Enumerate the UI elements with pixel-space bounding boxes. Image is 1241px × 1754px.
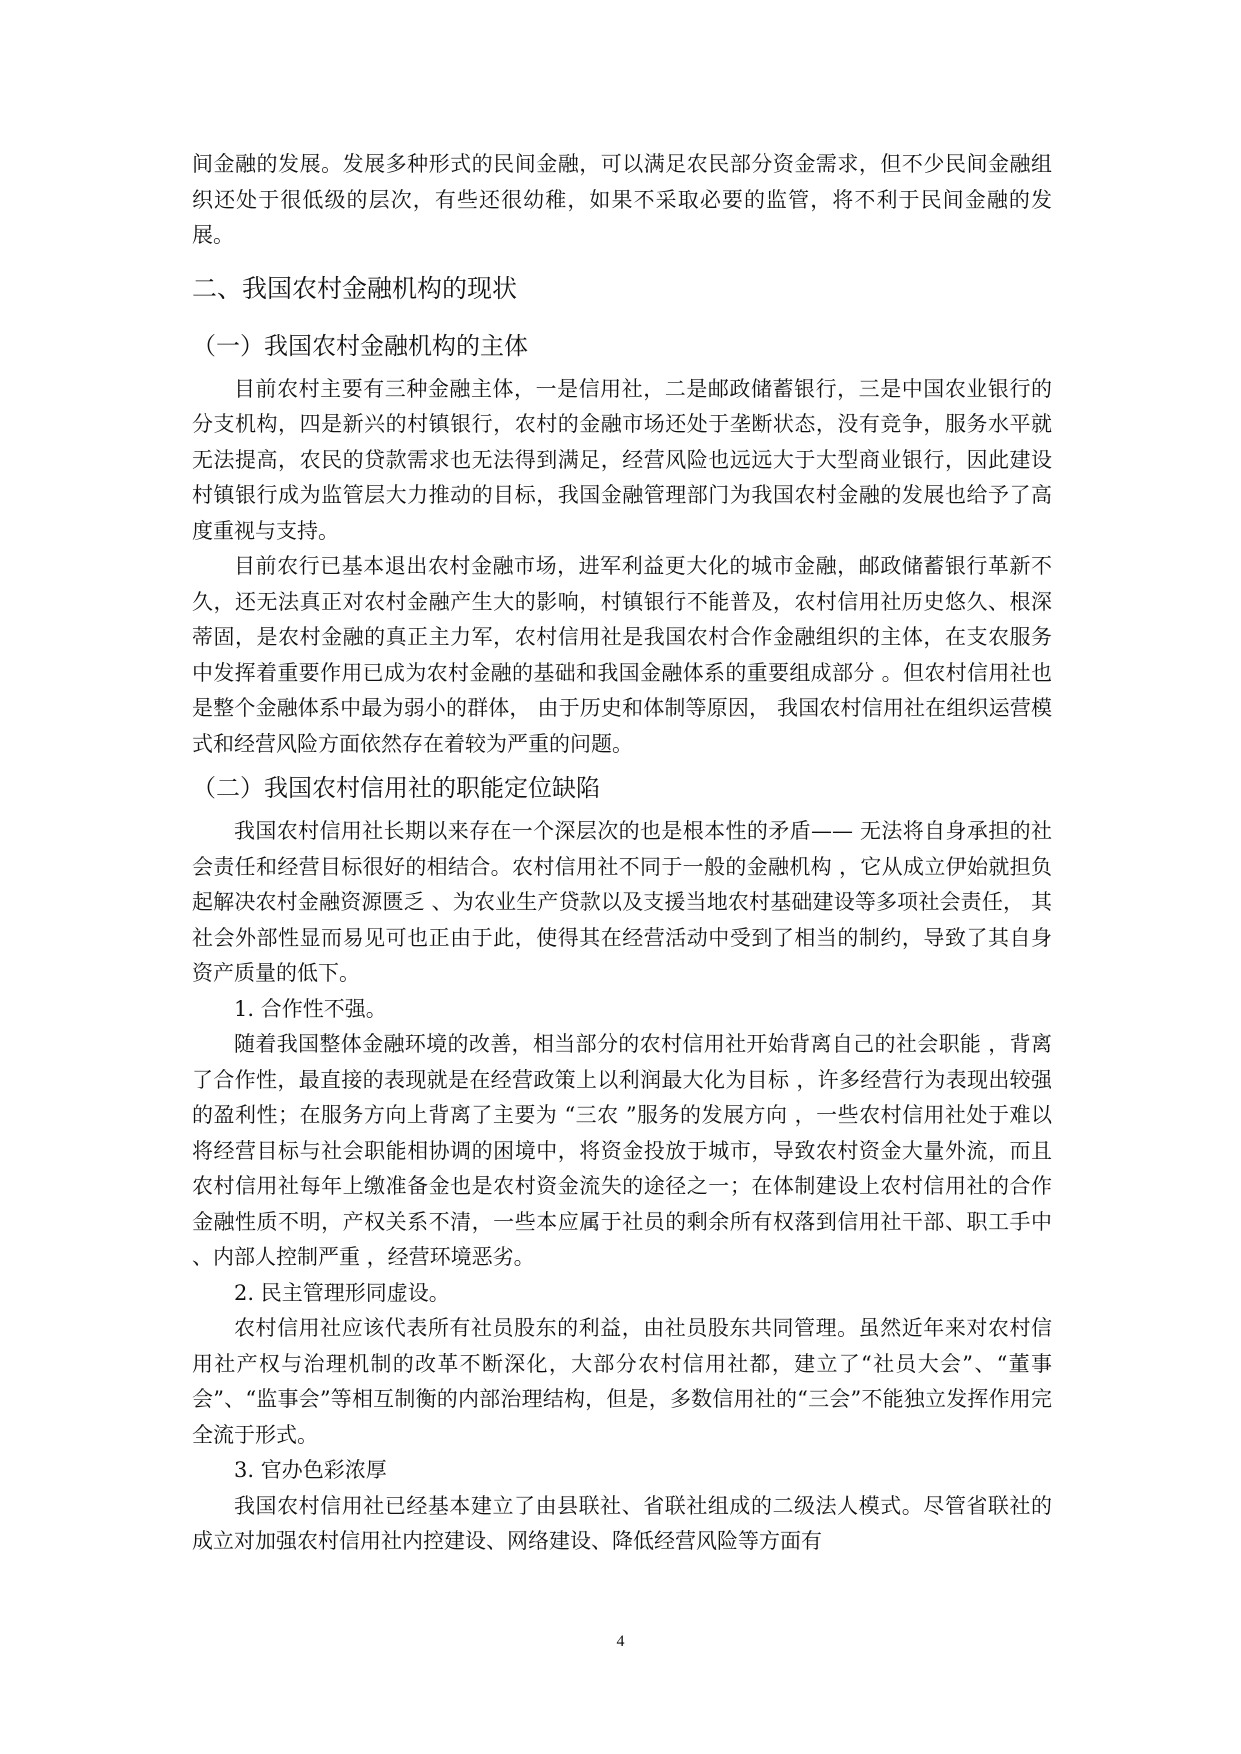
page-number: 4 xyxy=(616,1633,625,1650)
paragraph: 随着我国整体金融环境的改善，相当部分的农村信用社开始背离自己的社会职能 ，背离了合作性，最直接的表现就是在经营政策上以利润最大化为目标 ，许多经营行为表现出较强的盈利性；在服务方向上背离了主要为 “三农 ”服务的发展方向 ，一些农村信用社处于难以将经营目标与社会职能相协调的困境中，将资金投放于城市，导致农村资金大量外流，而且农村信用社每年上缴准备金也是农村资金流失的途径之一；在体制建设上农村信用社的合作金融性质不明，产权关系不清，一些本应属于社员的剩余所有权落到信用社干部、职工手中 、内部人控制严重 ，经营环境恶劣。 xyxy=(192,1032,1052,1269)
paragraph-intro: 间金融的发展。发展多种形式的民间金融，可以满足农民部分资金需求，但不少民间金融组织还处于很低级的层次，有些还很幼稚，如果不采取必要的监管，将不利于民间金融的发展。 xyxy=(192,152,1052,247)
paragraph: 目前农村主要有三种金融主体，一是信用社，二是邮政储蓄银行，三是中国农业银行的分支机构，四是新兴的村镇银行，农村的金融市场还处于垄断状态，没有竞争，服务水平就无法提高，农民的贷款需求也无法得到满足，经营风险也远远大于大型商业银行，因此建设村镇银行成为监管层大力推动的目标，我国金融管理部门为我国农村金融的发展也给予了高度重视与支持。 xyxy=(192,376,1052,543)
paragraph: 我国农村信用社已经基本建立了由县联社、省联社组成的二级法人模式。尽管省联社的成立对加强农村信用社内控建设、网络建设、降低经营风险等方面有 xyxy=(192,1493,1052,1553)
subsection-heading-2: （二）我国农村信用社的职能定位缺陷 xyxy=(192,774,600,802)
paragraph: 我国农村信用社长期以来存在一个深层次的也是根本性的矛盾—— 无法将自身承担的社会责任和经营目标很好的相结合。农村信用社不同于一般的金融机构 ，它从成立伊始就担负起解决农村金融资源匮乏 、为农业生产贷款以及支援当地农村基础建设等多项社会责任， 其社会外部性显而易见可也正由于此，使得其在经营活动中受到了相当的制约，导致了其自身资产质量的低下。 xyxy=(192,819,1052,985)
list-item-heading: 2. 民主管理形同虚设。 xyxy=(234,1280,450,1305)
paragraph: 目前农行已基本退出农村金融市场，进军利益更大化的城市金融，邮政储蓄银行革新不久，还无法真正对农村金融产生大的影响，村镇银行不能普及，农村信用社历史悠久、根深蒂固，是农村金融的真正主力军，农村信用社是我国农村合作金融组织的主体，在支农服务中发挥着重要作用已成为农村金融的基础和我国金融体系的重要组成部分 。但农村信用社也是整个金融体系中最为弱小的群体， 由于历史和体制等原因， 我国农村信用社在组织运营模式和经营风险方面依然存在着较为严重的问题。 xyxy=(192,554,1052,756)
list-item-heading: 1. 合作性不强。 xyxy=(234,996,387,1021)
subsection-heading-1: （一）我国农村金融机构的主体 xyxy=(192,331,528,360)
document-body xyxy=(192,147,1052,1560)
section-heading: 二、我国农村金融机构的现状 xyxy=(192,273,518,303)
list-item-heading: 3. 官办色彩浓厚 xyxy=(234,1458,387,1482)
paragraph: 农村信用社应该代表所有社员股东的利益，由社员股东共同管理。虽然近年来对农村信用社产权与治理机制的改革不断深化，大部分农村信用社都，建立了“社员大会”、“董事会”、“监事会”等相互制衡的内部治理结构，但是，多数信用社的“三会”不能独立发挥作用完全流于形式。 xyxy=(192,1316,1052,1447)
